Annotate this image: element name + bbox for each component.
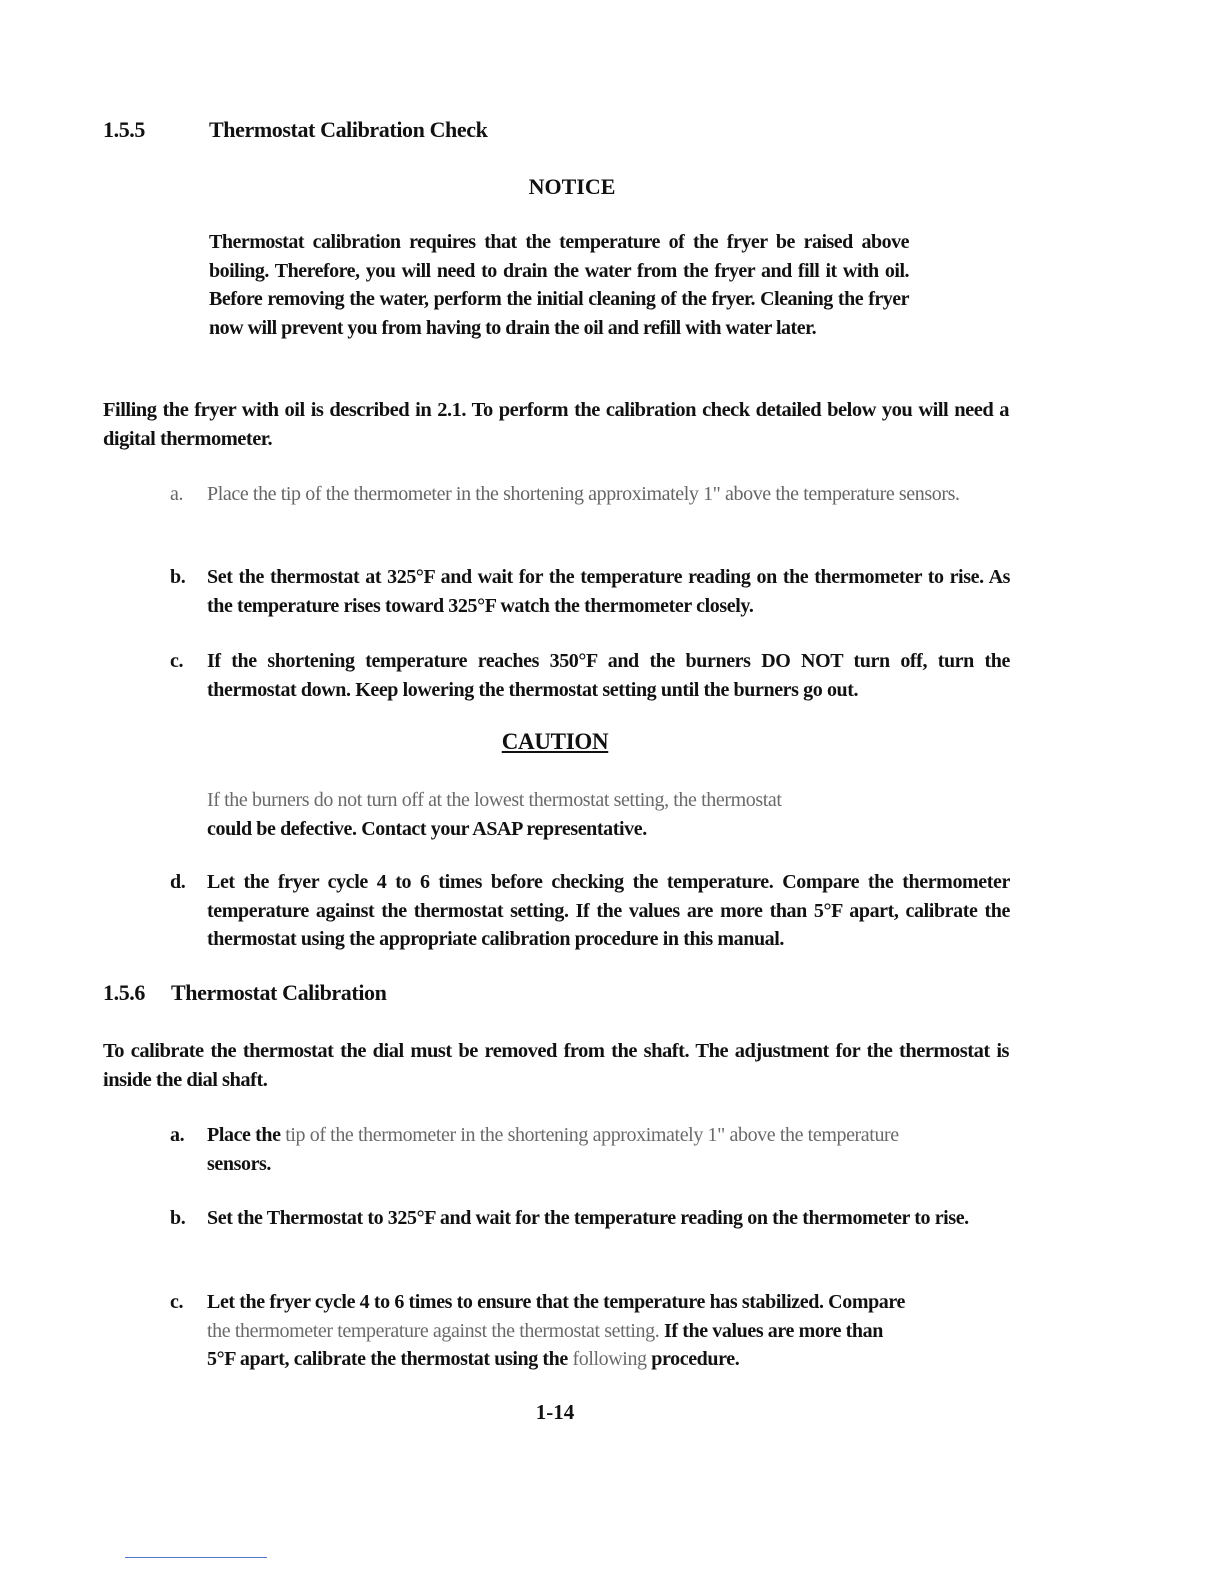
step-label: a.	[170, 483, 184, 505]
step-line-2-bold: If the values are more than	[663, 1319, 883, 1342]
section-title: Thermostat Calibration	[171, 980, 387, 1005]
check-step-a	[170, 480, 1010, 509]
caution-line-2: could be defective. Contact your ASAP representative.	[207, 817, 647, 840]
step-text: tip of the thermometer in the shortening approximately 1" above the temperature	[285, 1124, 899, 1146]
section-heading-1-5-5	[103, 117, 487, 143]
step-label: b.	[170, 566, 186, 588]
footnote-rule	[125, 1557, 267, 1558]
step-text: Set the Thermostat to 325°F and wait for the temperature reading on the thermometer to rise.	[207, 1207, 969, 1229]
calib-step-b	[170, 1204, 1010, 1233]
check-step-b	[170, 563, 1010, 620]
step-line-2-faint: the thermometer temperature against the thermostat setting.	[207, 1319, 660, 1342]
step-text: Let the fryer cycle 4 to 6 times before checking the temperature. Compare the thermometer temperature against the thermostat setting. If the values are more than 5°F apart, calibrate the thermostat using the appropriate calibration procedure in this manual.	[207, 871, 1010, 950]
section-title: Thermostat Calibration Check	[209, 117, 488, 142]
step-label: c.	[170, 1291, 184, 1313]
step-lead: Place the	[207, 1124, 281, 1146]
intro-paragraph: Filling the fryer with oil is described in 2.1. To perform the calibration check detailed below you will need a digital thermometer.	[103, 399, 1009, 450]
step-text: Place the tip of the thermometer in the shortening approximately 1" above the temperature sensors.	[207, 483, 960, 505]
caution-title: CAUTION	[501, 729, 609, 754]
calib-step-a	[170, 1121, 1010, 1178]
step-label: d.	[170, 871, 186, 893]
notice-body: Thermostat calibration requires that the temperature of the fryer be raised above boiling. Therefore, you will need to drain the water from the fryer and fill it with oil. Before removing the water, perform the initial cleaning of the fryer. Cleaning the fryer now will prevent you from having to drain the oil and refill with water later.	[209, 231, 909, 339]
step-line-1: Let the fryer cycle 4 to 6 times to ensure that the temperature has stabilized. Compare	[207, 1291, 906, 1313]
calibration-intro: To calibrate the thermostat the dial must be removed from the shaft. The adjustment for the thermostat is inside the dial shaft.	[103, 1040, 1009, 1091]
step-line-3-faint: following	[572, 1348, 647, 1370]
section-number: 1.5.6	[103, 980, 146, 1005]
step-label: a.	[170, 1124, 185, 1146]
page-number: 1-14	[535, 1400, 575, 1424]
section-heading-1-5-6	[103, 980, 386, 1006]
step-text: Set the thermostat at 325°F and wait for the temperature reading on the thermometer to rise. As the temperature rises toward 325°F watch the thermometer closely.	[207, 566, 1010, 617]
step-label: b.	[170, 1207, 186, 1229]
check-step-c	[170, 647, 1010, 704]
check-step-d	[170, 868, 1010, 954]
step-text-line-2: sensors.	[207, 1152, 272, 1175]
caution-line-1: If the burners do not turn off at the lowest thermostat setting, the thermostat	[207, 789, 782, 811]
calib-step-c	[170, 1288, 1010, 1374]
caution-body	[207, 786, 927, 843]
step-line-3-a: 5°F apart, calibrate the thermostat using the	[207, 1348, 568, 1370]
section-number: 1.5.5	[103, 117, 146, 142]
step-label: c.	[170, 650, 184, 672]
notice-title: NOTICE	[528, 174, 616, 199]
step-text: If the shortening temperature reaches 350°F and the burners DO NOT turn off, turn the thermostat down. Keep lowering the thermostat setting until the burners go out.	[207, 650, 1010, 701]
step-line-3-b: procedure.	[651, 1348, 740, 1370]
